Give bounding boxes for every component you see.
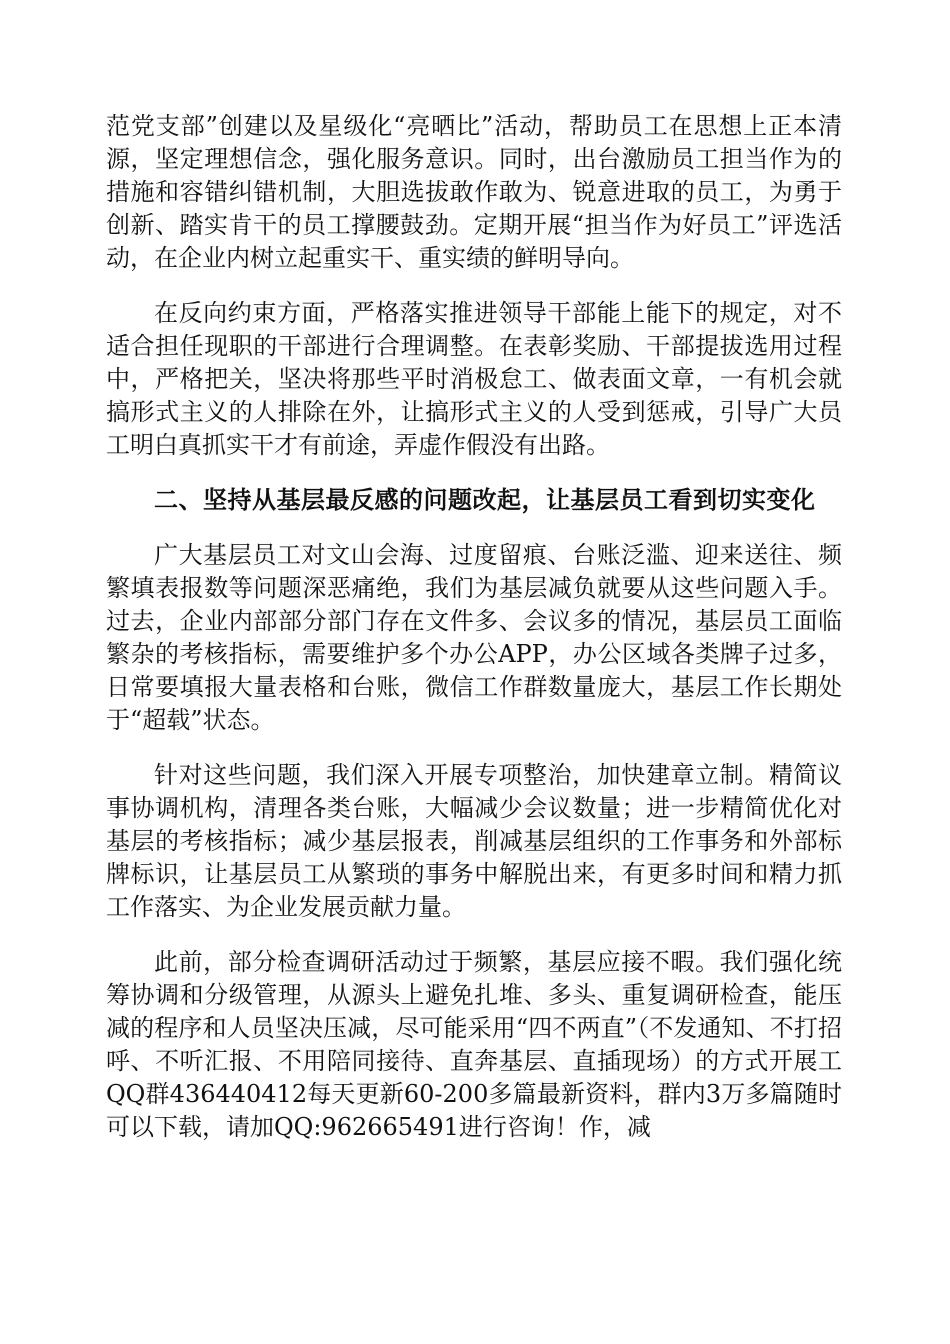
section-heading: 二、坚持从基层最反感的问题改起，让基层员工看到切实变化 bbox=[154, 486, 816, 514]
paragraph-continued: 范党支部”创建以及星级化“亮晒比”活动，帮助员工在思想上正本清源，坚定理想信念，强化服务意识。同时，出台激励员工担当作为的措施和容错纠错机制，大胆选拔敢作敢为、锐意进取的员工，为勇于创新、踏实肯干的员工撑腰鼓劲。定期开展“担当作为好员工”评选活动，在企业内树立起重实干、重实绩的鲜明导向。 bbox=[106, 112, 842, 272]
paragraph-reverse-constraint: 在反向约束方面，严格落实推进领导干部能上能下的规定，对不适合担任现职的干部进行合理调整。在表彰奖励、干部提拔选用过程中，严格把关，坚决将那些平时消极怠工、做表面文章，一有机会就搞形式主义的人排除在外，让搞形式主义的人受到惩戒，引导广大员工明白真抓实干才有前途，弄虚作假没有出路。 bbox=[106, 299, 842, 459]
document-body bbox=[106, 110, 842, 1166]
paragraph-rectification: 针对这些问题，我们深入开展专项整治，加快建章立制。精简议事协调机构，清理各类台账，大幅减少会议数量；进一步精简优化对基层的考核指标；减少基层报表，削减基层组织的工作事务和外部标牌标识，让基层员工从繁琐的事务中解脱出来，有更多时间和精力抓工作落实、为企业发展贡献力量。 bbox=[106, 761, 842, 921]
paragraph-grassroots-problems: 广大基层员工对文山会海、过度留痕、台账泛滥、迎来送往、频繁填表报数等问题深恶痛绝，我们为基层减负就要从这些问题入手。过去，企业内部部分部门存在文件多、会议多的情况，基层员工面临繁杂的考核指标，需要维护多个办公APP，办公区域各类牌子过多，日常要填报大量表格和台账，微信工作群数量庞大，基层工作长期处于“超载”状态。 bbox=[106, 541, 842, 734]
paragraph-inspection: 此前，部分检查调研活动过于频繁，基层应接不暇。我们强化统筹协调和分级管理，从源头上避免扎堆、多头、重复调研检查，能压减的程序和人员坚决压减，尽可能采用“四不两直”（不发通知、不打招呼、不听汇报、不用陪同接待、直奔基层、直插现场）的方式开展工QQ群436440412每天更新60-200多篇最新资料，群内3万多篇随时可以下载，请加QQ:962665491进行咨询！作，减 bbox=[106, 948, 842, 1141]
